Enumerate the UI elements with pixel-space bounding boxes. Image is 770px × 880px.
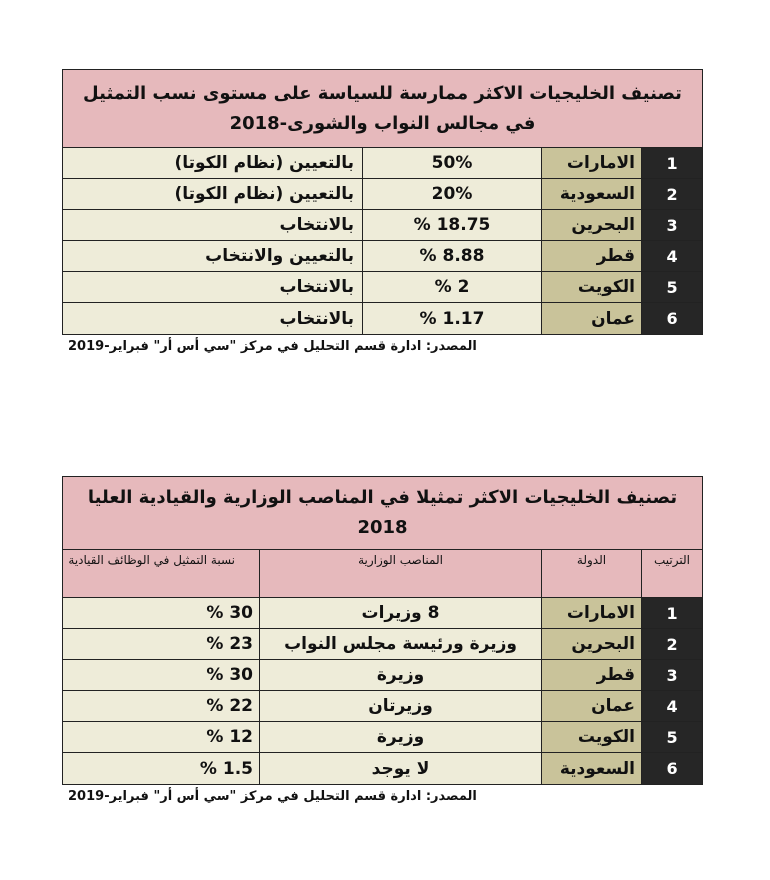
country-cell: قطر [541, 660, 641, 690]
leadership-cell: 22 % [63, 691, 259, 721]
table-row [63, 629, 702, 660]
leadership-cell: 1.5 % [63, 753, 259, 784]
rank-cell: 4 [641, 691, 702, 721]
table-row [63, 272, 702, 303]
country-cell: السعودية [541, 179, 641, 209]
method-cell: بالانتخاب [63, 303, 362, 334]
positions-cell: وزيرة [259, 660, 541, 690]
leadership-cell: 30 % [63, 660, 259, 690]
percent-cell: 1.17 % [362, 303, 541, 334]
country-cell: السعودية [541, 753, 641, 784]
leadership-cell: 30 % [63, 598, 259, 628]
header-rank: الترتيب [641, 550, 702, 597]
table-row [63, 210, 702, 241]
method-cell: بالانتخاب [63, 210, 362, 240]
table-row [63, 179, 702, 210]
rank-cell: 2 [641, 179, 702, 209]
positions-cell: وزيرة [259, 722, 541, 752]
rank-cell: 6 [641, 303, 702, 334]
positions-cell: لا يوجد [259, 753, 541, 784]
country-cell: البحرين [541, 629, 641, 659]
percent-cell: 50% [362, 148, 541, 178]
percent-cell: 20% [362, 179, 541, 209]
ministerial-table [62, 476, 703, 785]
leadership-cell: 12 % [63, 722, 259, 752]
rank-cell: 4 [641, 241, 702, 271]
source-note: المصدر: ادارة قسم التحليل في مركز "سي أس أر" فبراير-2019 [68, 789, 477, 804]
table-row [63, 660, 702, 691]
country-cell: الكويت [541, 722, 641, 752]
rank-cell: 5 [641, 272, 702, 302]
method-cell: بالتعيين والانتخاب [63, 241, 362, 271]
method-cell: بالانتخاب [63, 272, 362, 302]
percent-cell: 18.75 % [362, 210, 541, 240]
country-cell: قطر [541, 241, 641, 271]
rank-cell: 1 [641, 598, 702, 628]
table-row [63, 598, 702, 629]
positions-cell: وزيرة ورئيسة مجلس النواب [259, 629, 541, 659]
ministerial-table-title: تصنيف الخليجيات الاكثر تمثيلا في المناصب الوزارية والقيادية العليا 2018 [63, 477, 702, 550]
table-row [63, 722, 702, 753]
rank-cell: 6 [641, 753, 702, 784]
country-cell: الامارات [541, 598, 641, 628]
percent-cell: 8.88 % [362, 241, 541, 271]
country-cell: البحرين [541, 210, 641, 240]
rank-cell: 2 [641, 629, 702, 659]
country-cell: عمان [541, 691, 641, 721]
header-country: الدولة [541, 550, 641, 597]
header-positions: المناصب الوزارية [259, 550, 541, 597]
positions-cell: 8 وزيرات [259, 598, 541, 628]
header-leadership: نسبة التمثيل في الوظائف القيادية [63, 550, 259, 597]
country-cell: الكويت [541, 272, 641, 302]
country-cell: عمان [541, 303, 641, 334]
table-row [63, 753, 702, 784]
representation-table-title: تصنيف الخليجيات الاكثر ممارسة للسياسة على مستوى نسب التمثيل في مجالس النواب والشورى-2018 [63, 70, 702, 148]
header-row [63, 550, 702, 598]
rank-cell: 3 [641, 660, 702, 690]
rank-cell: 1 [641, 148, 702, 178]
table-row [63, 691, 702, 722]
representation-table [62, 69, 703, 335]
country-cell: الامارات [541, 148, 641, 178]
table-row [63, 241, 702, 272]
method-cell: بالتعيين (نظام الكوتا) [63, 179, 362, 209]
table-row [63, 303, 702, 334]
leadership-cell: 23 % [63, 629, 259, 659]
rank-cell: 5 [641, 722, 702, 752]
positions-cell: وزيرتان [259, 691, 541, 721]
method-cell: بالتعيين (نظام الكوتا) [63, 148, 362, 178]
rank-cell: 3 [641, 210, 702, 240]
source-note: المصدر: ادارة قسم التحليل في مركز "سي أس أر" فبراير-2019 [68, 339, 477, 354]
percent-cell: 2 % [362, 272, 541, 302]
table-row [63, 148, 702, 179]
